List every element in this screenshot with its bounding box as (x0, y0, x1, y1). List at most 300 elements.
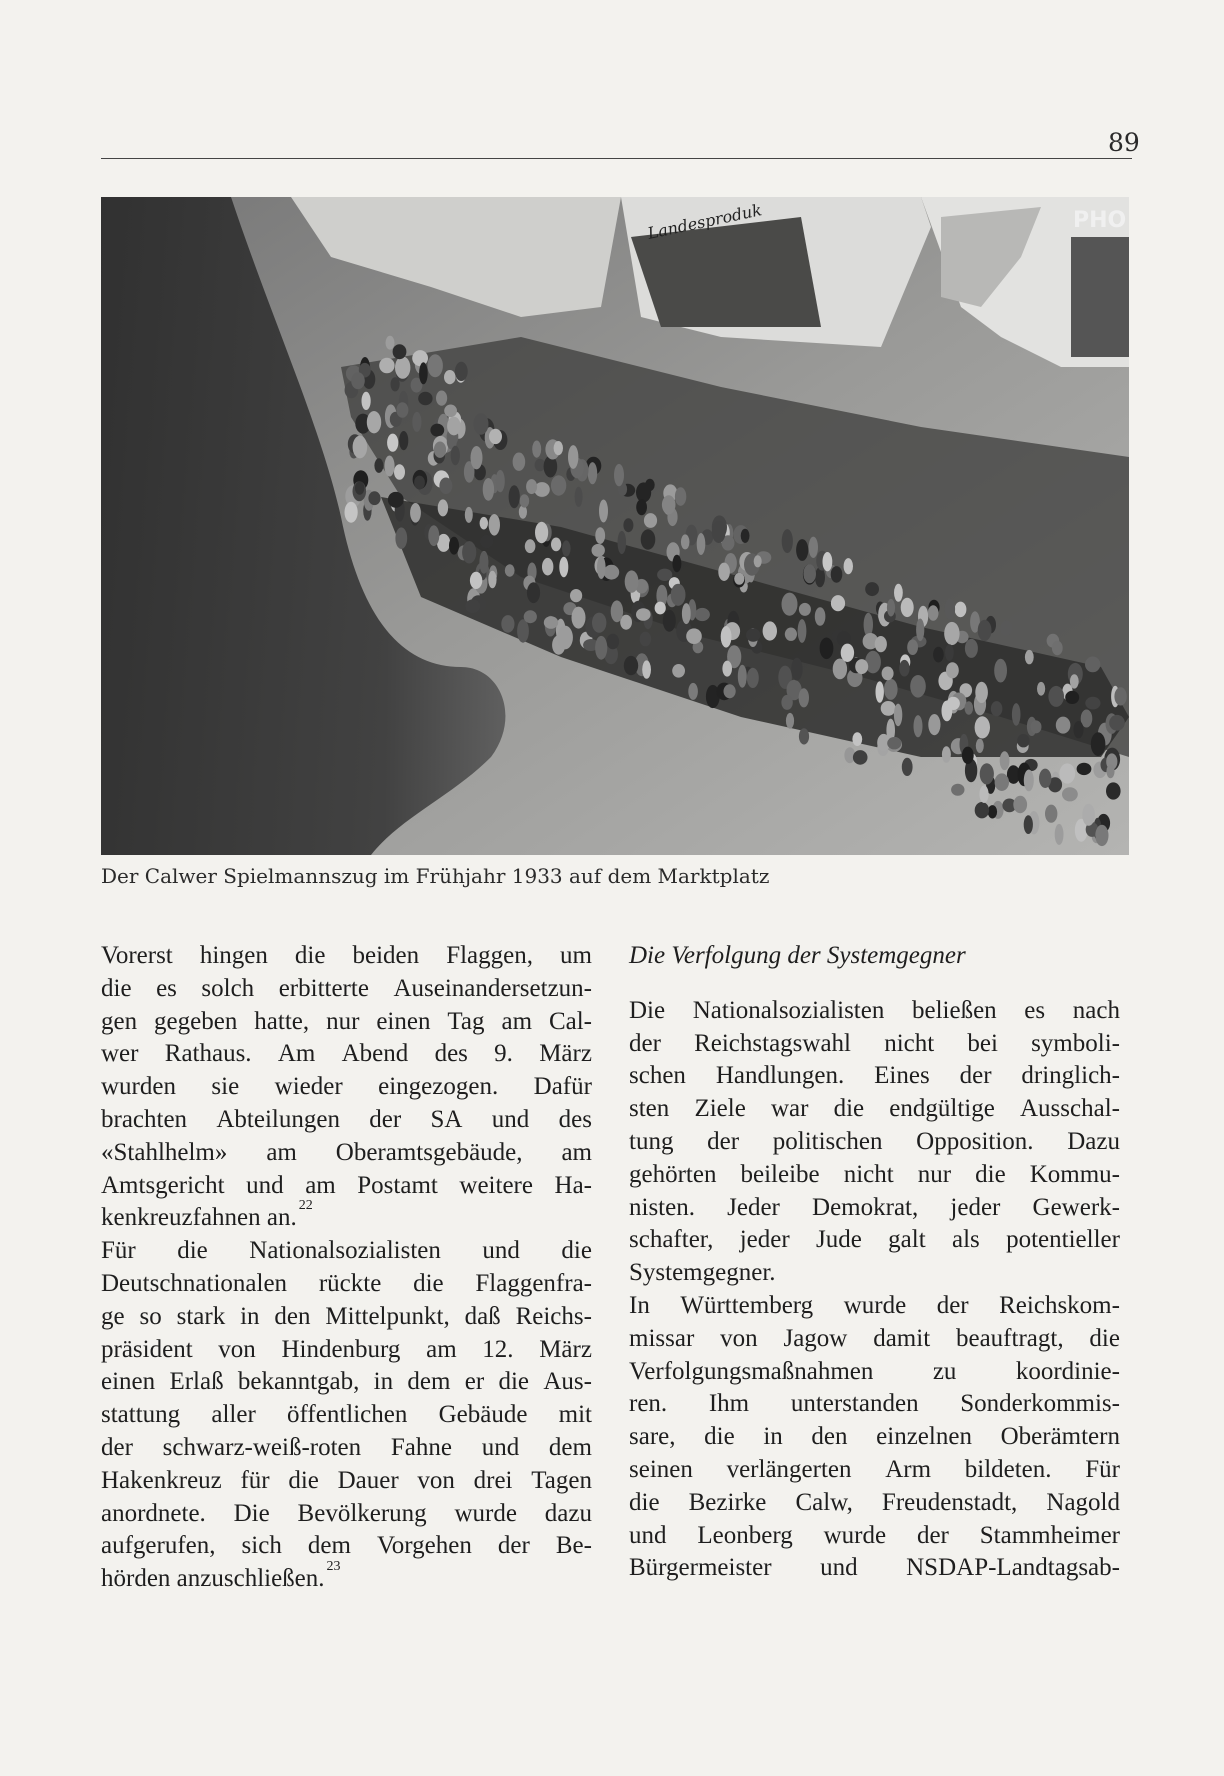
photo-person (501, 615, 514, 633)
photo-person (496, 470, 505, 492)
text-line (629, 1421, 1120, 1454)
word: Hakenkreuz (101, 1466, 222, 1494)
text-line (629, 1192, 1120, 1225)
word: nicht (843, 1160, 894, 1188)
word: den (274, 1302, 311, 1330)
word: missar (629, 1324, 695, 1352)
word: die (101, 974, 132, 1002)
word: symboli- (1031, 1029, 1120, 1057)
photo-person (1017, 734, 1029, 747)
word: koordinie- (1015, 1357, 1120, 1385)
photo-person (410, 503, 421, 523)
photo-person (1024, 770, 1034, 792)
photo-person (470, 572, 482, 589)
photo-person (914, 715, 923, 737)
photo-person (798, 619, 807, 643)
photo-person (551, 475, 566, 495)
photo-person (489, 429, 502, 444)
photo-person (399, 431, 408, 450)
photo-person (1037, 682, 1045, 696)
text-fragment: hörden anzuschließen. (101, 1565, 325, 1593)
photo-person (975, 682, 988, 703)
word: damit (873, 1324, 931, 1352)
word: und (481, 1433, 520, 1461)
photo-person (562, 540, 571, 556)
word: Flaggen, (446, 942, 533, 969)
word: Vorgehen (376, 1532, 472, 1560)
photo-person (387, 434, 398, 452)
photo-person (1048, 686, 1064, 707)
word: dem (407, 1368, 451, 1396)
photo-person (641, 529, 656, 549)
word: des (434, 1040, 468, 1068)
word: Be- (555, 1532, 592, 1560)
text-line (101, 1071, 592, 1104)
photo-person (945, 644, 954, 661)
word: SA (430, 1105, 463, 1133)
word: die (294, 942, 326, 969)
word: nisten. (629, 1193, 695, 1221)
photo-person (671, 584, 686, 606)
word: potentieller (1006, 1226, 1120, 1254)
photo-person (864, 613, 873, 637)
word: 12. (482, 1335, 514, 1363)
photo-person (916, 619, 924, 642)
photo-person (910, 675, 926, 698)
word: In (629, 1291, 650, 1319)
word: Cal- (548, 1007, 592, 1035)
word: politischen (772, 1127, 883, 1155)
photo-person (976, 739, 984, 753)
photo-person (345, 502, 358, 523)
word: Aus- (543, 1368, 592, 1396)
word: Vorerst (101, 942, 173, 969)
photo-person (831, 595, 845, 611)
word: Oberämtern (1000, 1423, 1120, 1451)
word: und (629, 1521, 667, 1549)
photo-person (444, 370, 456, 384)
word: der (629, 1029, 661, 1057)
text-line (101, 1137, 592, 1170)
photo-person (624, 656, 638, 675)
photo-person (625, 570, 639, 592)
photo-person (509, 485, 520, 508)
photo-person (955, 602, 967, 618)
photo-person (815, 607, 826, 626)
word: der (959, 1062, 992, 1090)
photo-person (488, 571, 496, 589)
photo-person (1000, 620, 1012, 635)
word: Jagow (783, 1324, 848, 1352)
photo-person (439, 478, 452, 495)
photo-person (462, 541, 476, 563)
word: Deutschnationalen (101, 1269, 288, 1297)
word: unterstanden (790, 1390, 919, 1418)
photo-person (588, 462, 597, 484)
photo-person (614, 464, 624, 486)
photo-person (928, 714, 940, 735)
photo-person (524, 610, 537, 623)
word: dem (548, 1433, 592, 1461)
word: Die (629, 996, 666, 1024)
word: Am (277, 1040, 316, 1068)
photo-person (882, 667, 894, 681)
word: erbitterte (278, 974, 369, 1002)
photo-person (644, 513, 657, 528)
word: Die (233, 1499, 270, 1527)
photo-person (618, 531, 627, 554)
photo-person (686, 628, 702, 644)
photo-person (875, 636, 887, 652)
text-line (629, 1323, 1120, 1356)
word: Postamt (357, 1171, 438, 1199)
word: aufgerufen, (101, 1532, 216, 1560)
word: Gewerk- (1032, 1193, 1120, 1221)
word: Abend (341, 1040, 409, 1068)
photo-person (823, 552, 833, 571)
text-line (629, 1552, 1120, 1585)
photo-person (557, 626, 573, 650)
text-line (101, 1530, 592, 1563)
word: beileibe (740, 1160, 820, 1188)
photo-person (395, 356, 410, 378)
photo-person (933, 647, 944, 663)
photo-person (412, 350, 428, 366)
word: einen (376, 1007, 431, 1035)
word: der (707, 1127, 740, 1155)
word: die (498, 1368, 530, 1396)
photo-person (623, 518, 633, 532)
photo-person (489, 514, 500, 536)
photo-person (568, 445, 578, 469)
text-line (629, 1159, 1120, 1192)
photo-person (430, 424, 444, 437)
word: «Stahlhelm» (101, 1138, 228, 1166)
photo-person (901, 598, 914, 617)
photo-person (681, 534, 690, 549)
word: hatte, (254, 1007, 310, 1035)
photo-person (1039, 769, 1051, 788)
photo-person (991, 701, 1003, 716)
photo-person (479, 551, 488, 574)
word: ge (101, 1302, 125, 1330)
photo-person (865, 582, 879, 596)
word: um (560, 942, 592, 969)
word: des (558, 1105, 592, 1133)
word: Reichskom- (999, 1291, 1120, 1319)
photo-person (532, 441, 541, 458)
text-line (629, 1520, 1120, 1553)
photo-person (1091, 732, 1106, 756)
photo-person (662, 495, 676, 514)
photo-person (526, 479, 537, 494)
photo-person (1013, 796, 1027, 813)
photo-person (418, 392, 432, 406)
photo-person (542, 558, 553, 576)
photo-person (419, 362, 428, 384)
photo-person (386, 336, 395, 350)
photo-shop-window (1071, 237, 1129, 357)
photo-graphic (101, 197, 1129, 855)
word: am (305, 1171, 336, 1199)
word: Reichs- (515, 1302, 592, 1330)
text-line (101, 1432, 592, 1465)
photo-person (447, 417, 461, 436)
word: beiden (352, 942, 420, 969)
word: dringlich- (1021, 1062, 1120, 1090)
photo-person (471, 446, 483, 469)
photo-person (1106, 765, 1114, 779)
photo-person (611, 600, 623, 622)
word: der (916, 1521, 949, 1549)
word: Ziele (694, 1095, 746, 1123)
photo-person (1024, 815, 1033, 834)
word: Tagen (531, 1466, 592, 1494)
text-line (629, 1454, 1120, 1487)
photo-person (734, 573, 744, 585)
text-line (101, 1104, 592, 1137)
word: anordnete. (101, 1499, 206, 1527)
word: jeder (739, 1226, 790, 1254)
photo-person (480, 517, 488, 530)
photo-person (474, 413, 489, 435)
word: nur (326, 1007, 360, 1035)
word: Auseinandersetzun- (393, 974, 592, 1002)
word: verlängerten (726, 1455, 852, 1483)
photo-person (894, 584, 903, 602)
photo-person (657, 569, 672, 581)
text-fragment: kenkreuzfahnen an. (101, 1204, 297, 1232)
word: tung (629, 1127, 674, 1155)
word: dem (307, 1532, 351, 1560)
photo-person (1025, 650, 1034, 664)
word: er (464, 1368, 485, 1396)
photo-person (551, 538, 561, 552)
word: für (240, 1466, 270, 1494)
word: wer (101, 1040, 139, 1068)
word: Oberamtsgebäude, (335, 1138, 523, 1166)
word: Rathaus. (164, 1040, 252, 1068)
photo-person (517, 619, 529, 642)
photo-person (434, 442, 446, 458)
word: Nagold (1046, 1488, 1120, 1516)
word: März (539, 1040, 592, 1068)
word: bekanntgab, (237, 1368, 360, 1396)
word: Stammheimer (979, 1521, 1120, 1549)
text-line: Systemgegner. (629, 1259, 776, 1287)
photo-person (1045, 805, 1057, 823)
word: und (246, 1171, 284, 1199)
word: öffentlichen (287, 1401, 408, 1429)
photo-person (607, 634, 620, 650)
word: der (497, 1532, 530, 1560)
photo-person (995, 773, 1009, 791)
photo-person (928, 605, 939, 620)
photo-person (1012, 703, 1021, 726)
photo-person (655, 602, 666, 615)
word: wurde (823, 1521, 887, 1549)
photo-person (428, 525, 439, 546)
word: Tag (447, 1007, 485, 1035)
word: von (218, 1335, 256, 1363)
word: ren. (629, 1390, 668, 1418)
word: wieder (274, 1073, 343, 1101)
photo-person (1114, 687, 1126, 705)
word: einzelnen (876, 1423, 972, 1451)
photo-person (559, 557, 568, 578)
text-line (629, 1126, 1120, 1159)
photo-person (1055, 824, 1064, 845)
word: sten (629, 1095, 670, 1123)
word: Nationalsozialisten (249, 1237, 441, 1265)
photo-person (595, 636, 607, 660)
word: von (720, 1324, 758, 1352)
photo-person (803, 564, 816, 583)
photo-person (712, 521, 726, 543)
word: gegeben (154, 1007, 238, 1035)
word: es (1024, 996, 1046, 1024)
text-line (629, 1224, 1120, 1257)
photo-person (554, 441, 563, 455)
photo-person (747, 668, 759, 688)
photo-person (754, 555, 762, 567)
text-line (101, 1366, 592, 1399)
word: Flaggenfra- (475, 1269, 592, 1297)
word: zu (932, 1357, 957, 1385)
text-line (101, 1465, 592, 1498)
photo-person (887, 599, 895, 617)
photo-person (697, 533, 706, 555)
photo-person (505, 564, 515, 576)
word: Für (1085, 1455, 1120, 1483)
photo-person (394, 464, 405, 480)
text-line (629, 1388, 1120, 1421)
word: Amtsgericht (101, 1171, 225, 1199)
photo-person (396, 402, 408, 418)
text-line (629, 1356, 1120, 1389)
photo-person (520, 494, 530, 507)
word: stattung (101, 1401, 181, 1429)
photo-person (944, 622, 959, 645)
photo-person (636, 608, 651, 621)
word: gen (101, 1007, 138, 1035)
word: Dauer (337, 1466, 399, 1494)
photo-person (535, 459, 546, 472)
word: mit (558, 1401, 592, 1429)
photo-person (451, 446, 460, 466)
photo-person (718, 563, 730, 581)
text-line (629, 1093, 1120, 1126)
photo-person (907, 639, 918, 655)
word: Demokrat, (812, 1193, 919, 1221)
word: nicht (884, 1029, 935, 1057)
word: sie (211, 1073, 240, 1101)
photo-person (436, 391, 447, 406)
photo-person (841, 644, 854, 662)
photo-person (353, 436, 368, 459)
word: am (501, 1007, 533, 1035)
photo-person (636, 482, 651, 502)
photo-person (978, 620, 992, 641)
photo-person (572, 607, 586, 629)
photo-person (833, 659, 847, 680)
photo-person (414, 476, 425, 490)
word: Bürgermeister (629, 1554, 772, 1582)
photo-person (438, 499, 448, 516)
photo-person (724, 684, 736, 698)
word: so (139, 1302, 162, 1330)
word: Opposition. (916, 1127, 1034, 1155)
word: und (491, 1105, 530, 1133)
word: Erlaß (169, 1368, 224, 1396)
word: präsident (101, 1335, 193, 1363)
word: die (413, 1269, 444, 1297)
word: schwarz-weiß-roten (162, 1433, 362, 1461)
word: Dafür (533, 1073, 592, 1101)
text-line (101, 1334, 592, 1367)
photo-person (947, 697, 960, 710)
text-line (101, 1301, 592, 1334)
text-line (629, 1028, 1120, 1061)
word: galt (888, 1226, 926, 1254)
word: Leonberg (697, 1521, 793, 1549)
word: bildeten. (964, 1455, 1052, 1483)
photo-person (1031, 720, 1042, 733)
photo-person (1059, 763, 1075, 783)
photo-person (781, 695, 792, 710)
photo-person (796, 539, 808, 561)
photo-person (675, 487, 686, 506)
word: Handlungen. (715, 1062, 845, 1090)
photo-person (379, 358, 394, 373)
photo-person (763, 621, 777, 640)
photo-person (483, 478, 494, 501)
photo-person (852, 732, 862, 746)
photo-person (575, 487, 583, 507)
page-number: 89 (1108, 128, 1140, 157)
word: Dazu (1067, 1127, 1120, 1155)
word: hingen (199, 942, 268, 969)
photo-person (428, 354, 443, 377)
right-column (629, 940, 1120, 1585)
photo-person (599, 500, 608, 523)
photo-person (384, 456, 394, 477)
photo-person (449, 537, 459, 555)
word: der (369, 1105, 402, 1133)
word: Nationalsozialisten (692, 996, 885, 1024)
word: der (936, 1291, 969, 1319)
photo-person (391, 377, 400, 391)
photo-person (899, 660, 909, 677)
photo-person (682, 603, 691, 624)
photo-person (965, 701, 974, 715)
word: Reichstagswahl (694, 1029, 852, 1057)
word: daß (464, 1302, 501, 1330)
photo-person (672, 555, 681, 572)
word: Verfolgungsmaßnahmen (629, 1357, 874, 1385)
word: den (811, 1423, 848, 1451)
header-rule (101, 158, 1132, 159)
photo-person (894, 704, 902, 727)
photo-person (785, 628, 797, 641)
word: die (629, 1488, 660, 1516)
photo-person (374, 458, 383, 473)
photo-person (1085, 657, 1100, 673)
photo-person (592, 544, 605, 557)
word: Arm (885, 1455, 932, 1483)
word: Für (101, 1237, 136, 1265)
text-line (629, 1060, 1120, 1093)
